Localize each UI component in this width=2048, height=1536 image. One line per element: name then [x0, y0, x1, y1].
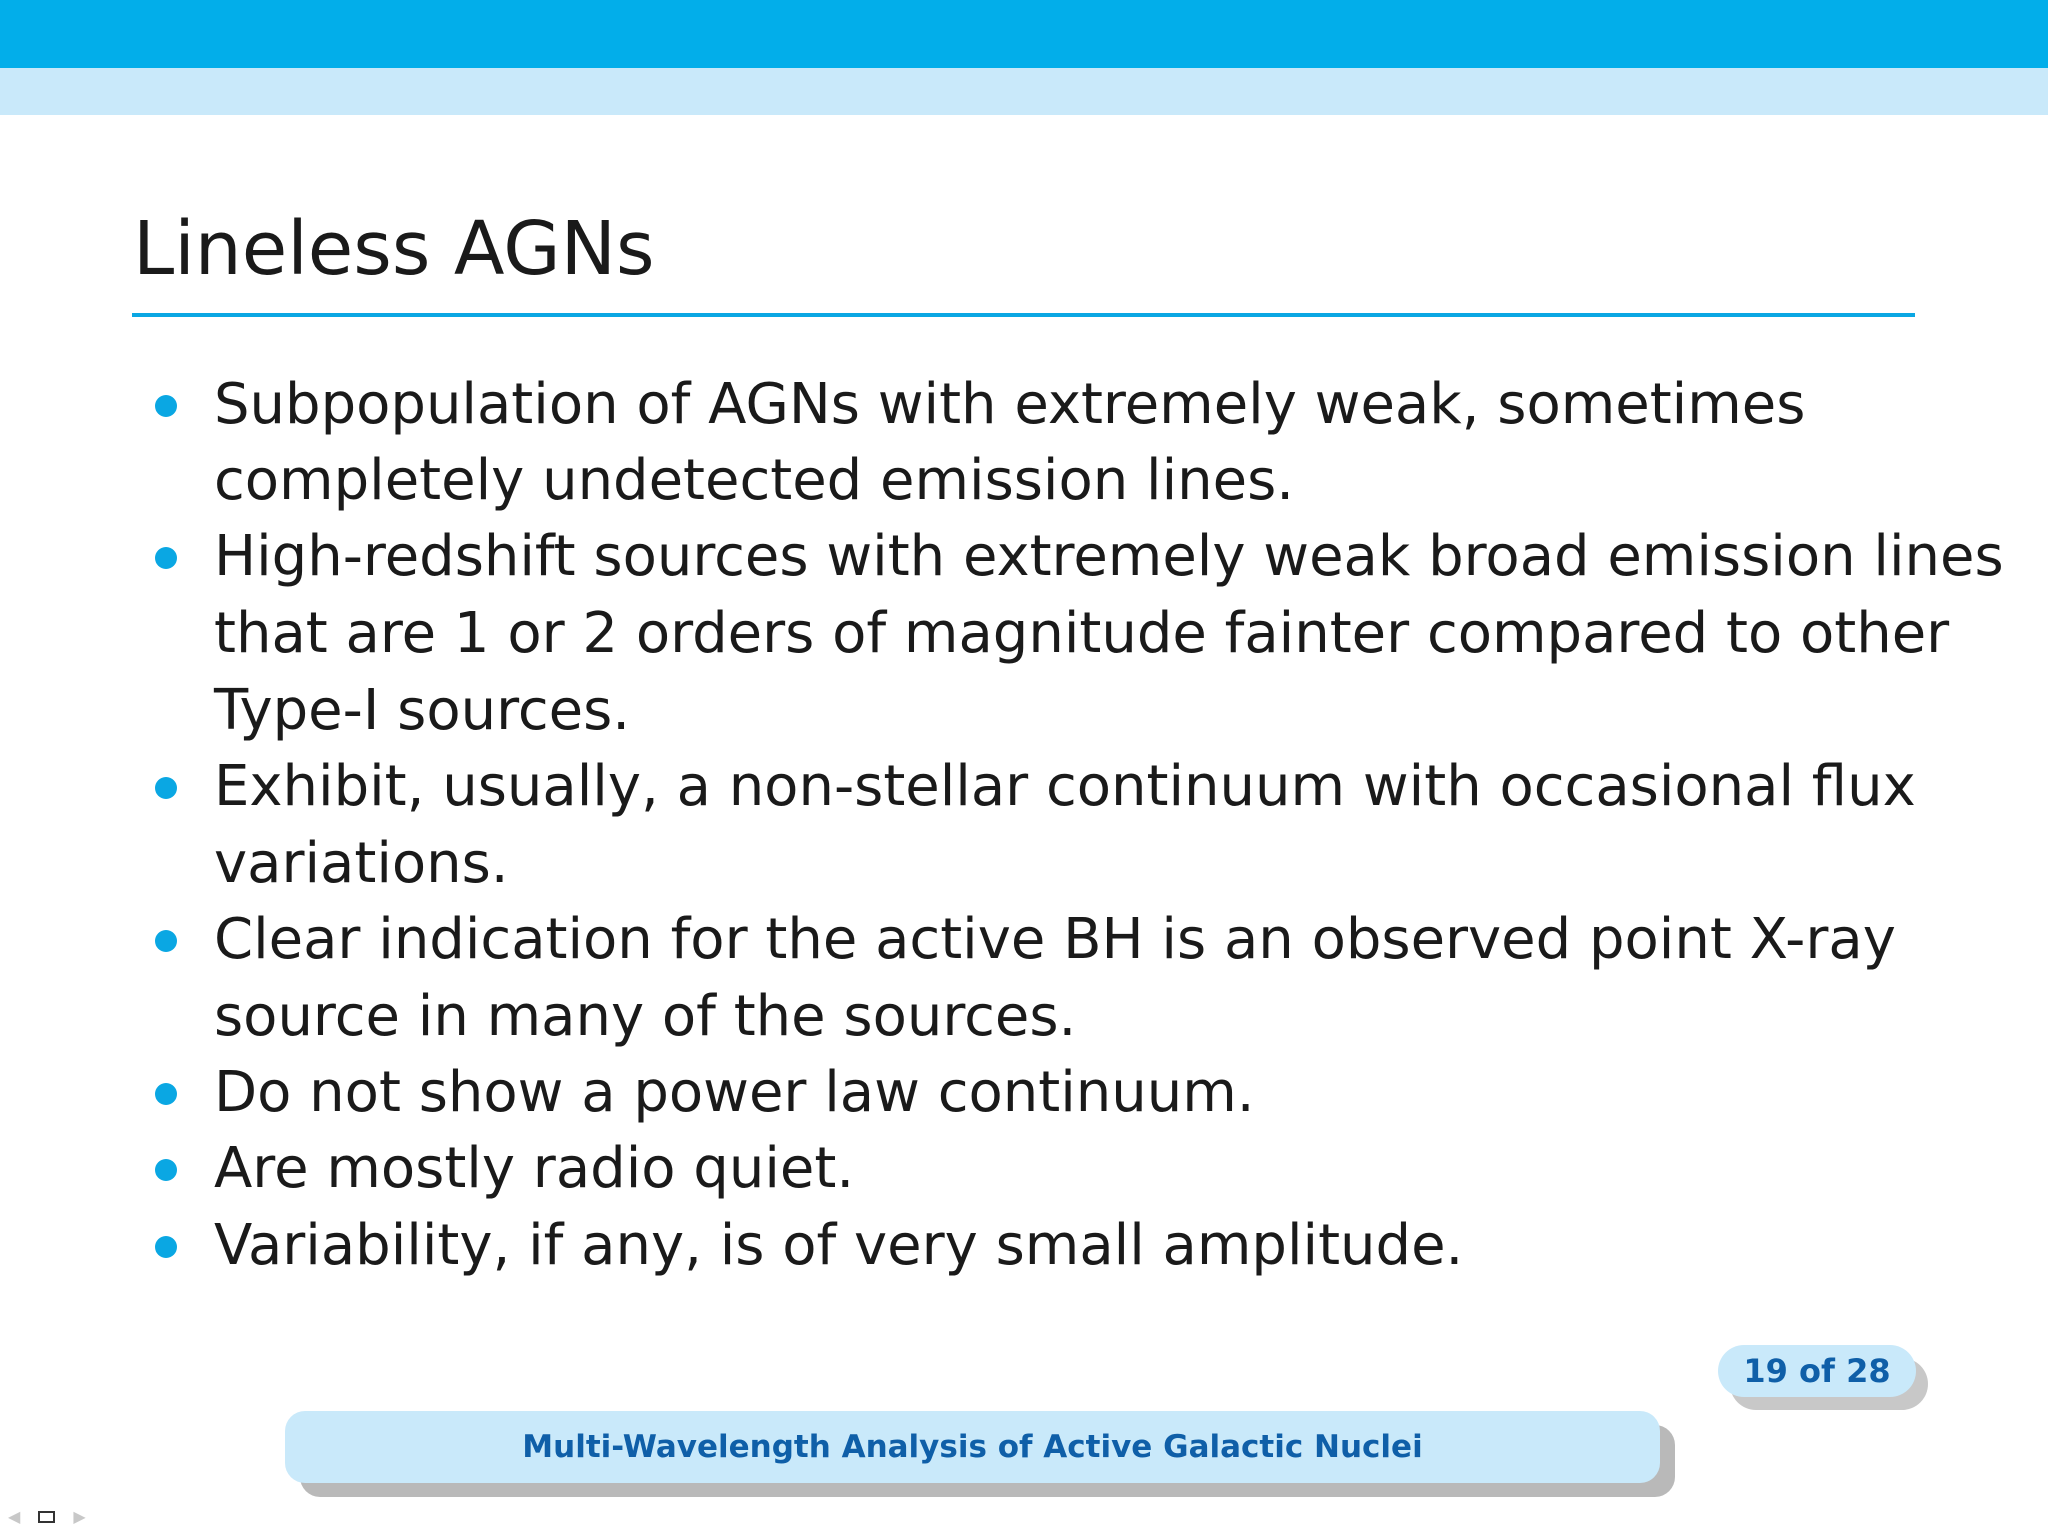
- bullet-dot-icon: [155, 547, 177, 569]
- bullet-text-line: Exhibit, usually, a non-stellar continuum with occasional flux: [214, 754, 1916, 819]
- bullet-dot-icon: [155, 395, 177, 417]
- bullet-dot-icon: [155, 1159, 177, 1181]
- bullet-dot-icon: [155, 930, 177, 952]
- bullet-dot-icon: [155, 777, 177, 799]
- bullet-dot-icon: [155, 1236, 177, 1258]
- frame-square-icon[interactable]: [38, 1511, 55, 1523]
- bullet-text-line: Are mostly radio quiet.: [214, 1136, 855, 1201]
- bullet-dot-icon: [155, 1083, 177, 1105]
- bullet-text-line: source in many of the sources.: [214, 984, 1077, 1049]
- triangle-left-icon[interactable]: ◀: [8, 1507, 21, 1526]
- bullet-text-line: variations.: [214, 831, 509, 896]
- navigation-controls: [8, 1505, 86, 1529]
- bullet-text-line: Variability, if any, is of very small amplitude.: [214, 1213, 1464, 1278]
- bullet-text-line: completely undetected emission lines.: [214, 448, 1295, 513]
- bullet-text-line: High-redshift sources with extremely weak broad emission lines: [214, 524, 2004, 589]
- slide-title: Lineless AGNs: [133, 206, 655, 292]
- bullet-text-line: Type-I sources.: [214, 678, 631, 743]
- bullet-text-line: Clear indication for the active BH is an observed point X-ray: [214, 907, 1896, 972]
- footer-title: Multi-Wavelength Analysis of Active Galactic Nuclei: [285, 1411, 1660, 1483]
- page-number-badge: 19 of 28: [1718, 1345, 1916, 1397]
- triangle-right-icon[interactable]: ▶: [73, 1507, 86, 1526]
- bullet-text-line: Subpopulation of AGNs with extremely weak, sometimes: [214, 372, 1806, 437]
- bullet-text-line: that are 1 or 2 orders of magnitude fainter compared to other: [214, 601, 1950, 666]
- bullet-text-line: Do not show a power law continuum.: [214, 1060, 1255, 1125]
